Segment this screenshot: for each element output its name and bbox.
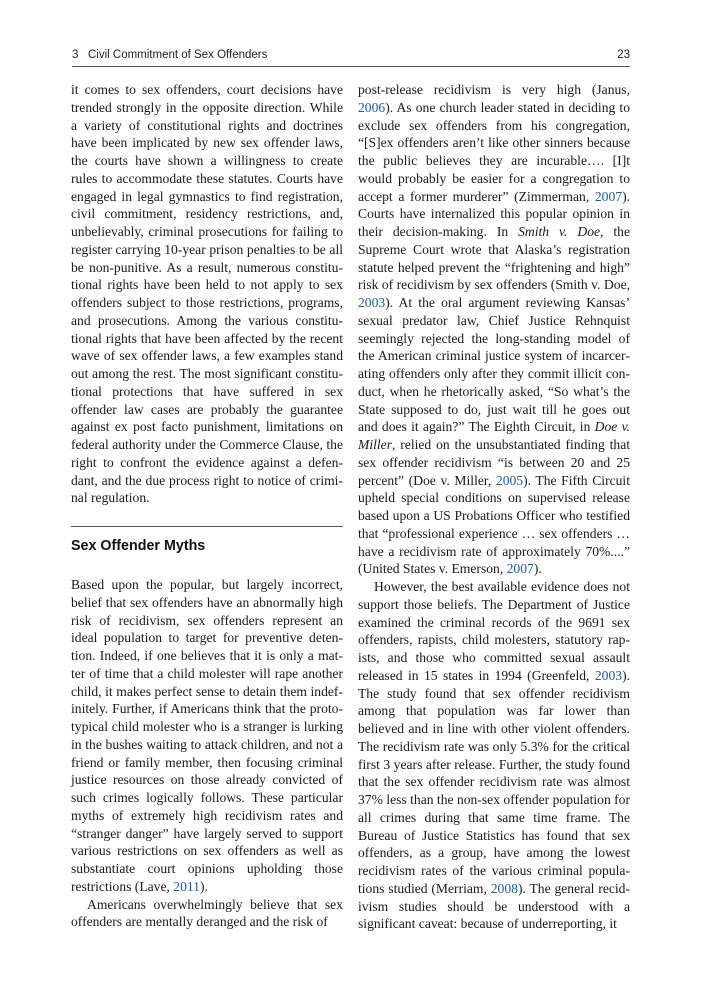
citation-link[interactable]: 2005 [495,472,524,488]
paragraph-text: However, the best available evidence does not support those beliefs. The Department of Justice examined the criminal records of the 9691 sex offenders, rapists, child molesters, statutory rapists, and those who committed sexual assault released in 15 states in 1994 (Greenfeld, [358,579,630,683]
page-number: 23 [617,49,630,61]
paragraph-text: , relied on the unsubstantiated finding that sex offender recidivism “is between 20 and 25 percent” (Doe v. Miller, [358,437,630,488]
section-heading: Sex Offender Myths [71,538,206,554]
paragraph-text: ). The Fifth Circuit upheld special conditions on supervised release based upon a US Probations Officer who testified that “professional experience … sex offenders … have a recidivism rate of approximately 70%....” (United States v. Emerson, [358,472,630,577]
section-divider [71,526,343,555]
case-name: Smith v. Doe [518,224,601,239]
paragraph [358,578,630,933]
citation-link[interactable]: 2003 [594,667,623,683]
citation-link[interactable]: 2007 [594,188,623,204]
paragraph-text: ). The general recidivism studies should be understood with a significant caveat: because of underreporting, it [358,880,630,932]
paragraph-text: Based upon the popular, but largely incorrect, belief that sex offenders have an abnormally high risk of recidivism, sex offenders represent an ideal population to target for preventive detention. Indeed, if one believes that it is only a matter of time that a child molester will rape another child, it makes perfect sense to detain them indefinitely. Further, if Americans think that the prototypical child molester who is a stranger is lurking in the bushes waiting to attack children, and not a friend or family member, then focusing criminal justice resources on those already convicted of such crimes logically follows. These particular myths of extremely high recidivism rates and “stranger danger” have largely served to support various restrictions on sex offenders as well as substantiate court opinions upholding those restrictions (Lave, [71,577,343,894]
chapter-title: 3 Civil Commitment of Sex Offenders [72,49,268,61]
citation-link[interactable]: 2003 [358,295,386,310]
paragraph-text: post-release recidivism is very high (Janus, [358,82,630,97]
paragraph-text: ). [533,561,542,577]
citation-link[interactable]: 2008 [490,880,518,896]
left-column [71,81,343,931]
case-name: Doe v. Miller [358,419,630,452]
citation-link[interactable]: 2007 [506,561,534,577]
paragraph-text: , the Supreme Court wrote that Alaska’s registration statute helped prevent the “frightening and high” risk of recidivism by sex offenders (Smith v. Doe, [358,224,630,293]
paragraph-text: ). The study found that sex offender recidivism among that population was far lower than believed and in line with other violent offenders. The recidivism rate was only 5.3% for the critical first 3 years after release. Further, the study found that the sex offender recidivism rate was almost 37% less than the non-sex offender population for all crimes during that same time frame. The Bureau of Justice Statistics has found that sex offenders, as a group, have among the lowest recidivism rates of the various criminal populations studied (Merriam, [358,667,630,896]
paragraph: Americans overwhelmingly believe that sex offenders are mentally deranged and the risk of [71,896,343,930]
citation-link[interactable]: 2011 [173,878,200,894]
paragraph-text: ). At the oral argument reviewing Kansas’ sexual predator law, Chief Justice Rehnquist seemingly rejected the long-standing model of the American criminal justice system of incarcerating offenders only after they commit illicit conduct, when he rhetorically asked, “So what’s the State supposed to do, just wait till he goes out and does it again?” The Eighth Circuit, in [358,295,630,435]
paragraph-text: ). [199,878,208,894]
paragraph-text: ). As one church leader stated in deciding to exclude sex offenders from his congregation, “[S]ex offenders aren’t like other sinners because the public believes they are incurable…. [I]t would probably be easier for a congregation to accept a former murderer” (Zimmerman, [358,99,630,204]
header-rule [72,66,630,67]
right-column [358,81,630,933]
citation-link[interactable]: 2006 [358,99,386,115]
running-header [72,47,630,65]
paragraph-text: ). Courts have internalized this popular opinion in their decision-making. In [358,188,630,239]
paragraph [71,576,343,896]
paragraph: it comes to sex offenders, court decisions have trended strongly in the opposite direction. While a variety of constitutional rights and doctrines have been implicated by new sex offender laws, the courts have shown a willingness to create rules to accommodate these statutes. Courts have engaged in legal gymnastics to find registration, civil commitment, residency restrictions, and, unbelievably, criminal prosecutions for failing to register carrying 10-year prison penalties to be all be non-punitive. As a result, numerous constitutional rights have been held to not apply to sex offenders subject to those restrictions, programs, and prosecutions. Among the various constitutional rights that have been affected by the recent wave of sex offender laws, a few examples stand out among the rest. The most significant constitutional protections that have suffered in sex offender law cases are probably the guarantee against ex post facto punishment, limitations on federal authority under the Commerce Clause, the right to confront the evidence against a defendant, and the due process right to notice of criminal regulation. [71,82,343,506]
paragraph [358,81,630,578]
